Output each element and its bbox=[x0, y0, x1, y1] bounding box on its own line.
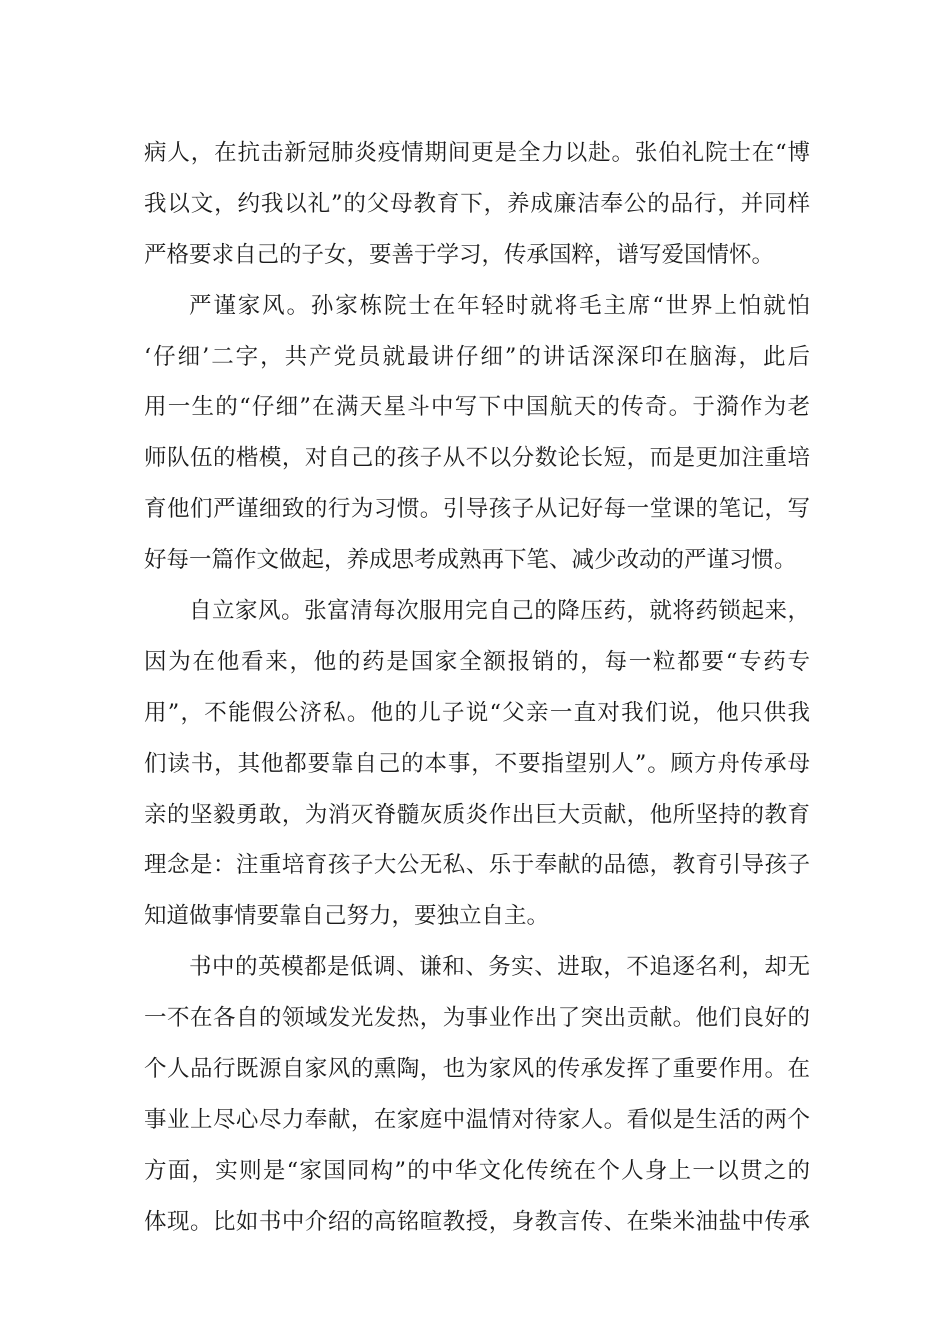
text-line: 育他们严谨细致的行为习惯。引导孩子从记好每一堂课的笔记，写 bbox=[144, 496, 810, 523]
text-line: 师队伍的楷模，对自己的孩子从不以分数论长短，而是更加注重培 bbox=[144, 445, 810, 472]
text-line: 严格要求自己的子女，要善于学习，传承国粹，谱写爱国情怀。 bbox=[144, 241, 775, 268]
text-line: 知道做事情要靠自己努力，要独立自主。 bbox=[144, 903, 550, 930]
paragraph-start-line: 自立家风。张富清每次服用完自己的降压药，就将药锁起来， bbox=[189, 598, 810, 625]
text-line: 个人品行既源自家风的熏陶，也为家风的传承发挥了重要作用。在 bbox=[144, 1056, 810, 1083]
text-line: 用一生的“仔细”在满天星斗中写下中国航天的传奇。于漪作为老 bbox=[144, 394, 810, 421]
text-line: 亲的坚毅勇敢，为消灭脊髓灰质炎作出巨大贡献，他所坚持的教育 bbox=[144, 801, 810, 828]
text-line: 因为在他看来，他的药是国家全额报销的，每一粒都要“专药专 bbox=[144, 648, 810, 675]
text-line: 体现。比如书中介绍的高铭暄教授，身教言传、在柴米油盐中传承 bbox=[144, 1208, 810, 1235]
document-body bbox=[144, 128, 810, 1248]
paragraph-start-line: 严谨家风。孙家栋院士在年轻时就将毛主席“世界上怕就怕 bbox=[189, 292, 810, 319]
text-line: 用”，不能假公济私。他的儿子说“父亲一直对我们说，他只供我 bbox=[144, 699, 810, 726]
text-line: ‘仔细’二字，共产党员就最讲仔细”的讲话深深印在脑海，此后 bbox=[144, 343, 810, 370]
text-line: 理念是：注重培育孩子大公无私、乐于奉献的品德，教育引导孩子 bbox=[144, 852, 810, 879]
text-line: 病人，在抗击新冠肺炎疫情期间更是全力以赴。张伯礼院士在“博 bbox=[144, 140, 810, 166]
paragraph-start-line: 书中的英模都是低调、谦和、务实、进取，不追逐名利，却无 bbox=[189, 954, 810, 981]
text-line: 们读书，其他都要靠自己的本事，不要指望别人”。顾方舟传承母 bbox=[144, 750, 810, 777]
text-line: 事业上尽心尽力奉献，在家庭中温情对待家人。看似是生活的两个 bbox=[144, 1106, 810, 1133]
text-line: 好每一篇作文做起，养成思考成熟再下笔、减少改动的严谨习惯。 bbox=[144, 547, 797, 574]
text-line: 方面，实则是“家国同构”的中华文化传统在个人身上一以贯之的 bbox=[144, 1157, 810, 1184]
text-line: 我以文，约我以礼”的父母教育下，养成廉洁奉公的品行，并同样 bbox=[144, 190, 810, 217]
text-line: 一不在各自的领域发光发热，为事业作出了突出贡献。他们良好的 bbox=[144, 1005, 810, 1032]
